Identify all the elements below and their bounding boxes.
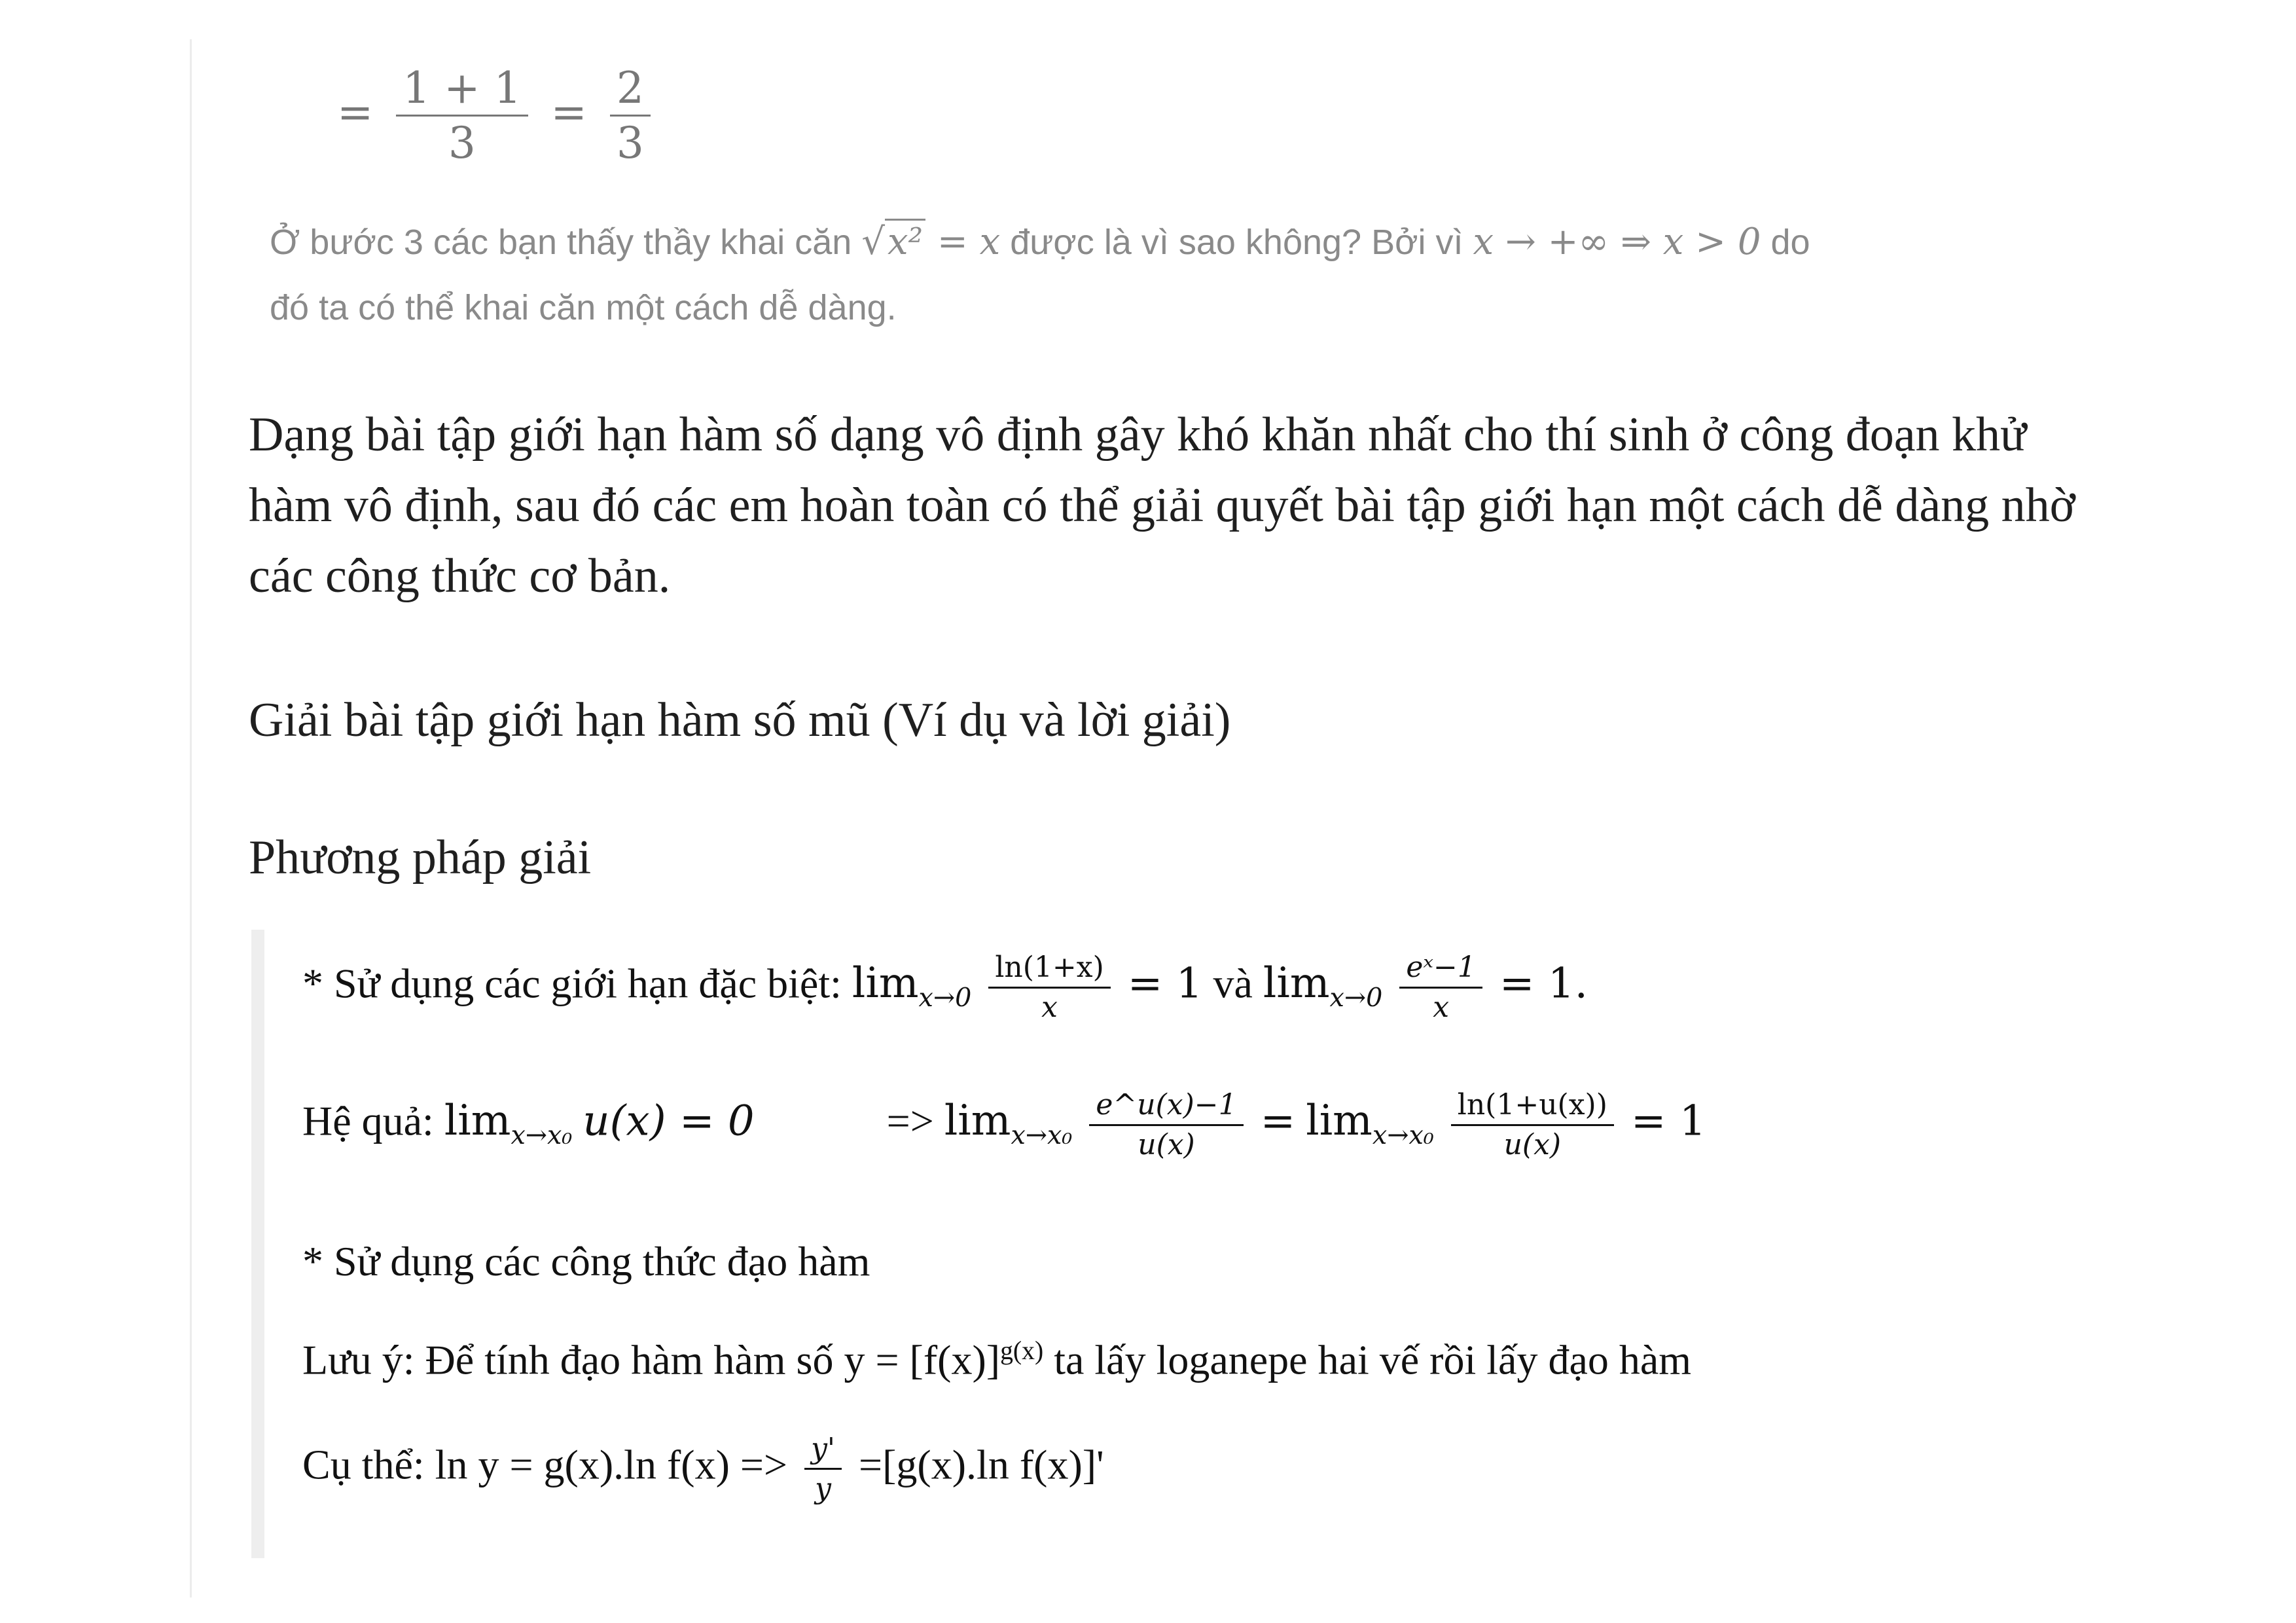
limit-subscript: x→x₀ [1011, 1120, 1073, 1151]
lim-text: lim [944, 1097, 1011, 1146]
lim-text: lim [852, 959, 919, 1008]
explanation-note [270, 210, 2037, 340]
fraction-denominator: u(x) [1138, 1128, 1195, 1162]
fraction-numerator: y' [804, 1434, 842, 1470]
fraction-denominator: 3 [448, 118, 476, 169]
specific-line [302, 1434, 1104, 1504]
limit-operator [1306, 1097, 1434, 1151]
fraction-denominator: 3 [616, 118, 644, 169]
lim-text: lim [1306, 1097, 1372, 1146]
top-calculation [337, 63, 660, 169]
fraction-ln-over-x [988, 953, 1110, 1023]
fraction-denominator: u(x) [1503, 1128, 1562, 1162]
lim-text: lim [1263, 959, 1330, 1008]
equals-one: = 1 [1127, 959, 1203, 1008]
limit-subscript: x→x₀ [1372, 1120, 1434, 1151]
lim-text: lim [444, 1097, 511, 1146]
limit-subscript: x→x₀ [511, 1120, 573, 1151]
blockquote-border [251, 930, 264, 1558]
fraction-numerator: 1 + 1 [396, 65, 528, 117]
equals-sign: = [1260, 1097, 1296, 1146]
sqrt-expression: √x² = x [861, 221, 1000, 263]
limit-condition: x → +∞ ⇒ x > 0 [1473, 221, 1761, 263]
fraction-denominator: x [1041, 991, 1058, 1025]
limit-subscript: x→0 [918, 983, 972, 1013]
limit-operator [444, 1097, 573, 1151]
fraction-numerator: e^u(x)−1 [1089, 1090, 1243, 1126]
fraction-denominator: y [815, 1472, 831, 1506]
fraction-numerator: ln(1+x) [988, 953, 1110, 989]
conjunction: và [1213, 960, 1253, 1007]
note-text: do [1770, 223, 1810, 262]
note-text: Ở bước 3 các bạn thấy thầy khai căn [270, 223, 852, 262]
corollary-line [302, 1090, 1706, 1160]
fraction-yprime-over-y [804, 1434, 842, 1504]
fraction-numerator: eˣ−1 [1399, 953, 1482, 989]
page-left-border [190, 39, 192, 1597]
note-line [302, 1336, 1691, 1384]
fraction-numerator: 2 [610, 65, 651, 117]
bullet-label: * Sử dụng các giới hạn đặc biệt: [302, 960, 842, 1007]
fraction-two-thirds [610, 63, 651, 169]
equals-one: = 1 [1630, 1097, 1706, 1146]
limit-operator [1263, 959, 1383, 1013]
note-text-line2: đó ta có thể khai căn một cách dễ dàng. [270, 288, 897, 327]
sqrt-equals-x: = x [937, 221, 1001, 263]
equals-one-period: = 1. [1499, 959, 1588, 1008]
exponent-gx: g(x) [1000, 1336, 1044, 1365]
subsection-heading: Phương pháp giải [249, 831, 592, 884]
corollary-label: Hệ quả: [302, 1097, 434, 1144]
note-text: Lưu ý: Để tính đạo hàm hàm số y = [f(x)] [302, 1336, 1001, 1383]
equals-sign: = [337, 86, 374, 137]
limit-subscript: x→0 [1329, 983, 1383, 1013]
derivative-formulas-line: * Sử dụng các công thức đạo hàm [302, 1238, 870, 1285]
fraction-ln-u-over-u [1451, 1090, 1614, 1160]
limit-operator [852, 959, 972, 1013]
note-text: được là vì sao không? Bởi vì [1010, 223, 1463, 262]
fraction-denominator: x [1433, 991, 1450, 1025]
sqrt-radicand: x² [885, 219, 925, 263]
fraction-exp-u-over-u [1089, 1090, 1243, 1160]
fraction-one-plus-one-over-three [396, 63, 528, 169]
main-paragraph: Dạng bài tập giới hạn hàm số dạng vô định gây khó khăn nhất cho thí sinh ở công đoạn khử hàm vô định, sau đó các em hoàn toàn có thể giải quyết bài tập giới hạn một cách dễ dàng nhờ các công thức cơ bản. [249, 408, 2075, 603]
equals-sign: = [550, 86, 587, 137]
section-heading: Giải bài tập giới hạn hàm số mũ (Ví dụ và lời giải) [249, 693, 1231, 747]
fraction-numerator: ln(1+u(x)) [1451, 1090, 1614, 1126]
specific-text: Cụ thể: ln y = g(x).ln f(x) => [302, 1441, 788, 1488]
limit-operator [944, 1097, 1073, 1151]
implies-arrow: => [886, 1097, 934, 1144]
specific-result: =[g(x).ln f(x)]' [859, 1441, 1104, 1488]
fraction-exp-over-x [1399, 953, 1482, 1023]
special-limits-line [302, 953, 1588, 1023]
u-equals-zero: u(x) = 0 [583, 1097, 755, 1146]
note-text: ta lấy loganepe hai vế rồi lấy đạo hàm [1043, 1336, 1692, 1383]
